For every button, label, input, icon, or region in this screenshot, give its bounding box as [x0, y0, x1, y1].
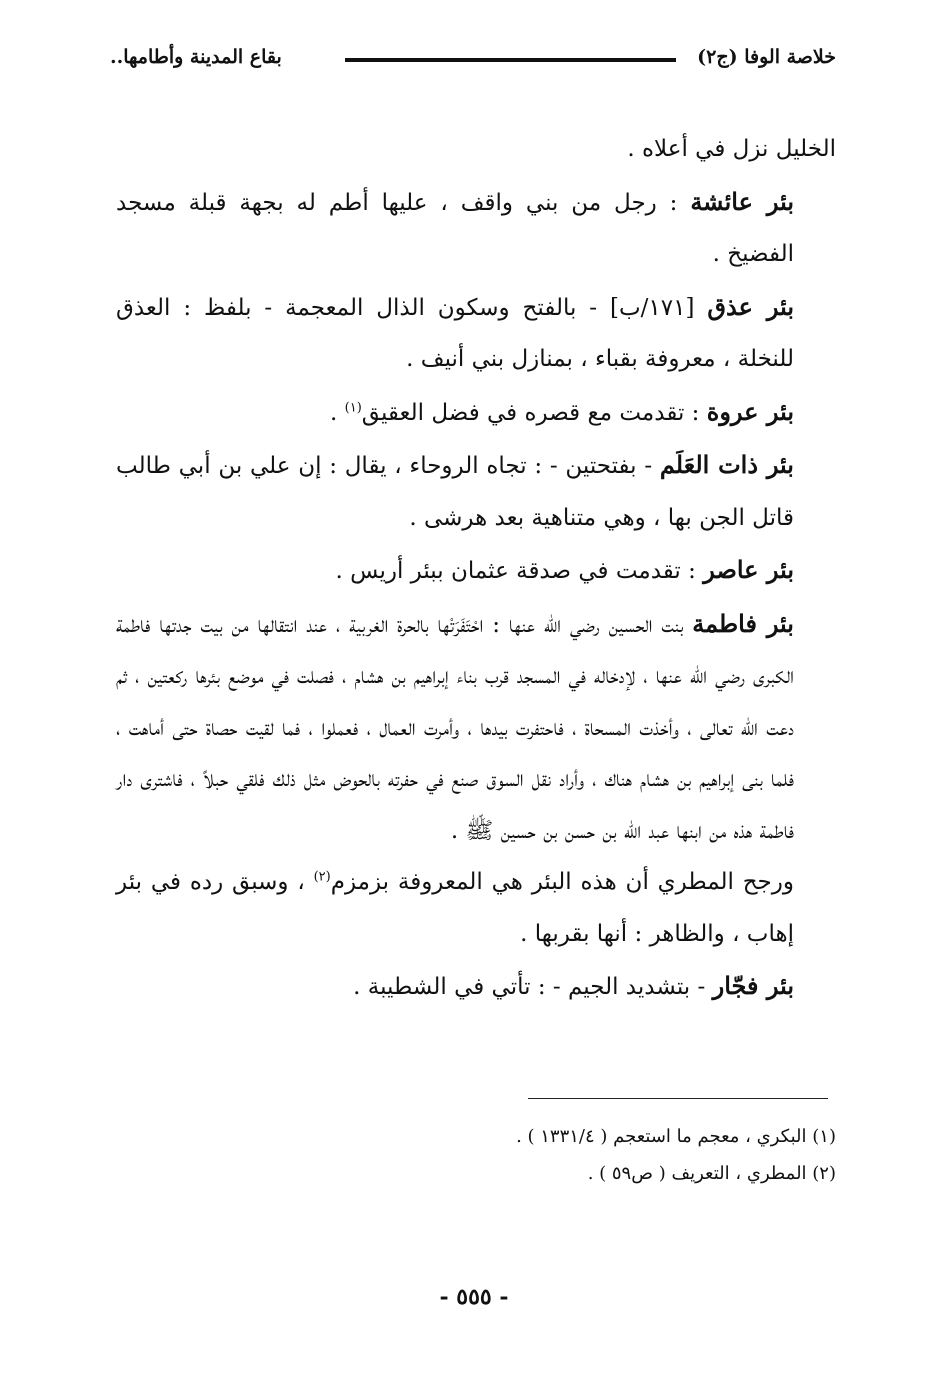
book-title: خلاصة الوفا (ج٢) — [697, 46, 836, 68]
entry-term: بئر فاطمة — [692, 608, 794, 638]
entry-term: بئر عائشة — [690, 186, 795, 216]
entry-term: بئر فجّار — [712, 971, 794, 1000]
entry-text: - بتشديد الجيم - : تأتي في الشطيبة . — [353, 974, 713, 1000]
entry-text: - بفتحتين - : تجاه الروحاء ، يقال : إن علي بن أبي طالب قاتل الجن بها ، وهي متناهية بعد هرشى . — [116, 453, 794, 531]
entry-term: بئر عروة — [706, 396, 794, 426]
entry-bir-adhq — [116, 281, 836, 386]
footnote-separator — [528, 1098, 828, 1099]
entry-text: : تقدمت في صدقة عثمان ببئر أريس . — [335, 558, 704, 584]
entry-bir-fatima — [116, 598, 836, 858]
page-number: - ٥٥٥ - — [439, 1284, 509, 1310]
section-title: بقاع المدينة وأطامها.. — [110, 46, 282, 68]
paragraph-matari — [116, 857, 836, 960]
footnote-2: (٢) المطري ، التعريف ( ص٥٩ ) . — [587, 1163, 836, 1184]
paragraph-text: الخليل نزل في أعلاه . — [627, 136, 836, 162]
paragraph-intro — [116, 124, 836, 176]
footnotes — [116, 1118, 836, 1192]
entry-text: : تقدمت مع قصره في فضل العقيق — [361, 399, 707, 426]
entry-text-after: . — [330, 399, 345, 426]
entry-term: بئر ذات العَلَم — [659, 450, 794, 479]
entry-term: بئر عذق — [707, 291, 795, 321]
entry-bir-urwa — [116, 386, 836, 440]
entry-text: : رجل من بني واقف ، عليها أطم له بجهة قبلة مسجد الفضيخ . — [116, 189, 794, 267]
entry-term: بئر عاصر — [703, 555, 794, 584]
entry-text: بنت الحسين رضي الله عنها : احْتَفَرَتْها بالحرة الغربية ، عند انتقالها من بيت جدتها فاطمة الكبرى رضي الله عنها ، لإدخاله في المسجد قرب بناء إبراهيم بن هشام ، فصلت في موضع بئرها ركعتين ، ثم دعت الله تعالى ، وأخذت المسحاة ، فاحتفرت بيدها ، وأمرت العمال ، فعملوا ، فما لقيت حصاة حتى أماهت ، فلما بنى إبراهيم بن هشام هناك ، وأراد نقل السوق صنع في حفرته بالحوض مثل ذلك فلقي حبلاً ، فاشترى دار فاطمة هذه من ابنها عبد الله بن حسن بن حسين ﷺ . — [116, 611, 794, 844]
entry-bir-dhat-alalam — [116, 439, 836, 544]
entry-bir-aisha — [116, 176, 836, 281]
main-text — [116, 124, 836, 1014]
entry-bir-fajjar — [116, 960, 836, 1014]
running-header — [110, 42, 836, 82]
header-rule — [345, 58, 676, 62]
entry-text: [١٧١/ب] - بالفتح وسكون الذال المعجمة - بلفظ : العذق للنخلة ، معروفة بقباء ، بمنازل بني أنيف . — [116, 294, 794, 372]
paragraph-text: ورجح المطري أن هذه البئر هي المعروفة بزمزم — [330, 869, 794, 895]
paragraph-text-after: ، وسبق رده في بئر إهاب ، والظاهر : أنها بقربها . — [116, 869, 794, 947]
entry-bir-asir — [116, 544, 836, 598]
footnote-ref: (٢) — [313, 869, 331, 885]
footnote-ref: (١) — [344, 399, 362, 415]
footnote-1: (١) البكري ، معجم ما استعجم ( ١٣٣١/٤ ) . — [516, 1126, 836, 1147]
